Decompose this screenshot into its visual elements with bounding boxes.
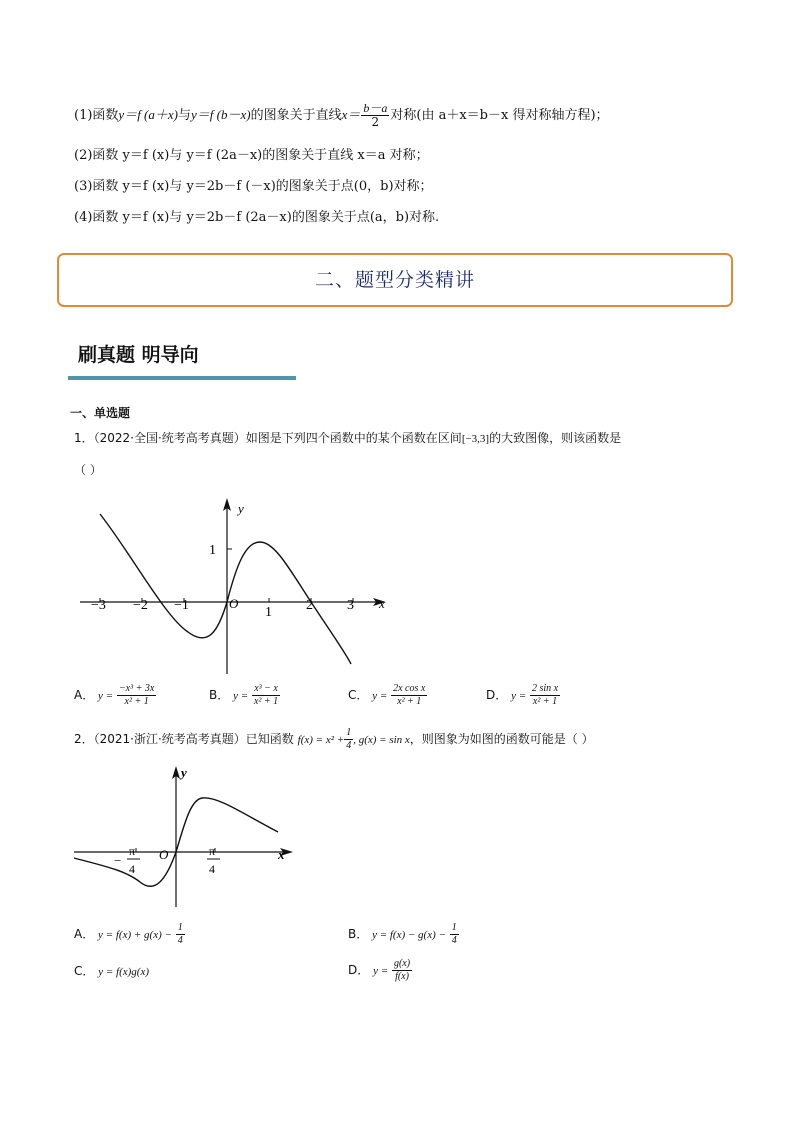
rule-1-text: 的图象关于直线 — [250, 108, 342, 123]
option-fraction — [252, 683, 280, 708]
q1-option-a[interactable] — [74, 683, 156, 708]
option-denominator: x² + 1 — [532, 696, 558, 707]
option-letter: D． — [486, 688, 508, 702]
q2-graph — [70, 760, 300, 910]
q2-option-a[interactable] — [74, 922, 185, 947]
q1-one-label: 1 — [209, 543, 216, 558]
rule-1-and: 与 — [177, 108, 191, 123]
q1-stem — [74, 429, 621, 446]
rule-1-func-a: y＝f (a＋x) — [118, 107, 178, 122]
rule-1-numerator: b－a — [363, 101, 388, 115]
q1-tick-label: −1 — [174, 598, 189, 613]
subheading: 刷真题 明导向 — [78, 344, 199, 366]
option-numerator: 1 — [451, 922, 457, 933]
option-letter: A． — [74, 927, 95, 941]
option-numerator: g(x) — [393, 958, 411, 969]
option-lhs: y = — [372, 690, 388, 702]
q2-option-d[interactable] — [348, 958, 412, 983]
q1-origin: O — [229, 596, 239, 611]
q1-paren: （ ） — [74, 463, 102, 477]
option-fraction — [392, 958, 412, 983]
q1-curve — [100, 514, 351, 664]
option-fraction — [176, 922, 185, 947]
option-letter: B． — [348, 927, 369, 941]
q1-y-label: y — [238, 501, 244, 516]
q1-stem-tail: 的大致图像，则该函数是 — [489, 431, 622, 445]
option-letter: D． — [348, 963, 370, 977]
rule-1 — [74, 102, 609, 129]
option-expr: y = f(x)g(x) — [98, 966, 149, 978]
q1-option-b[interactable] — [209, 683, 280, 708]
q2-f-denominator: 4 — [346, 740, 352, 751]
option-numerator: 2 sin x — [531, 683, 559, 694]
q2-f-def: f(x) = x² + — [297, 734, 345, 746]
q2-stem-tail: ，则图象为如图的函数可能是（ ） — [409, 732, 594, 746]
q2-y-label: y — [181, 765, 187, 780]
q2-origin: O — [159, 847, 169, 862]
q2-stem-text: 2．（2021·浙江·统考高考真题）已知函数 — [74, 732, 294, 746]
q1-tick-label: −3 — [91, 598, 106, 613]
option-denominator: x² + 1 — [124, 696, 149, 707]
option-fraction — [450, 922, 459, 947]
q1-option-c[interactable] — [348, 683, 427, 708]
q1-graph — [70, 492, 390, 677]
q2-neg-four: 4 — [129, 862, 135, 876]
option-fraction — [391, 683, 427, 708]
section-title: 二、题型分类精讲 — [314, 269, 475, 291]
q2-f-numerator: 1 — [346, 727, 352, 738]
rule-3: (3)函数 y＝f (x)与 y＝2b－f (－x)的图象关于点(0，b)对称； — [74, 179, 433, 194]
option-expr: y = — [373, 965, 389, 977]
option-letter: B． — [209, 688, 230, 702]
rule-1-x-eq: x＝ — [341, 107, 361, 122]
q1-interval: [−3,3] — [461, 433, 490, 445]
q2-option-c[interactable] — [74, 962, 149, 979]
q2-option-b[interactable] — [348, 922, 459, 947]
option-denominator: x² + 1 — [253, 696, 279, 707]
option-fraction — [530, 683, 560, 708]
option-letter: C． — [74, 964, 95, 978]
rule-1-func-b: y＝f (b－x) — [191, 107, 251, 122]
q1-tick-label: −2 — [133, 598, 148, 613]
option-lhs: y = — [233, 690, 249, 702]
q1-x-label: x — [379, 596, 385, 611]
rule-1-prefix: (1)函数 — [74, 108, 119, 123]
subheading-underline — [68, 376, 296, 380]
rule-1-fraction — [361, 102, 389, 129]
option-denominator: 4 — [177, 935, 183, 946]
option-letter: A． — [74, 688, 95, 702]
rule-4: (4)函数 y＝f (x)与 y＝2b－f (2a－x)的图象关于点(a，b)对称. — [74, 210, 440, 225]
option-denominator: 4 — [451, 935, 457, 946]
q1-tick-label: 2 — [306, 598, 313, 613]
option-numerator: 1 — [177, 922, 183, 933]
q2-f-fraction — [344, 727, 353, 752]
q2-pos-four: 4 — [209, 862, 215, 876]
option-numerator: x³ − x — [252, 683, 280, 696]
option-denominator: f(x) — [395, 971, 409, 982]
q2-neg-sign: − — [114, 853, 122, 868]
q2-neg-pi: π — [129, 844, 136, 858]
q2-g-def: , g(x) = sin x — [353, 734, 410, 746]
rule-1-denominator: 2 — [371, 115, 380, 129]
q2-pos-pi: π — [209, 844, 216, 858]
option-expr: y = f(x) − g(x) − — [372, 929, 446, 941]
option-denominator: x² + 1 — [397, 696, 422, 707]
option-lhs: y = — [511, 690, 527, 702]
q1-tick-label: 1 — [265, 605, 272, 620]
option-numerator: −x³ + 3x — [118, 683, 155, 694]
rule-1-tail: 对称(由 a＋x＝b－x 得对称轴方程)； — [390, 108, 609, 123]
q1-stem-text: 1．（2022·全国·统考高考真题）如图是下列四个函数中的某个函数在区间 — [74, 431, 462, 445]
part-label: 一、单选题 — [70, 406, 131, 420]
option-expr: y = f(x) + g(x) − — [98, 929, 172, 941]
rule-2: (2)函数 y＝f (x)与 y＝f (2a－x)的图象关于直线 x＝a 对称； — [74, 148, 429, 163]
option-letter: C． — [348, 688, 369, 702]
q2-x-label: x — [278, 847, 285, 862]
q1-tick-label: 3 — [347, 598, 354, 613]
q1-option-d[interactable] — [486, 683, 560, 708]
option-lhs: y = — [98, 690, 114, 702]
q2-stem — [74, 727, 594, 752]
option-fraction — [117, 683, 156, 708]
option-numerator: 2x cos x — [393, 683, 426, 694]
